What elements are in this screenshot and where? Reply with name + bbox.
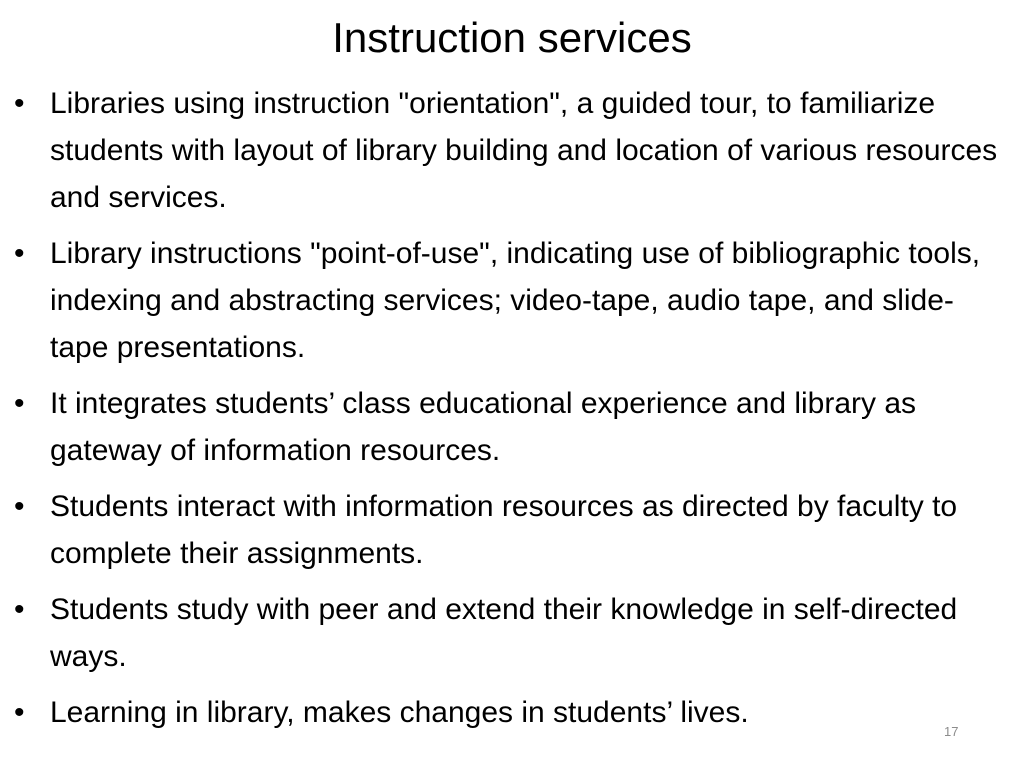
bullet-marker: • [14,696,25,729]
bullet-marker: • [14,490,25,523]
bullet-item [12,483,1012,577]
bullet-item [12,380,1012,474]
bullet-text: It integrates students’ class educational experience and library as gateway of information resources. [50,387,917,467]
bullet-item [12,586,1012,680]
bullet-marker: • [14,237,25,270]
bullet-text: Library instructions "point-of-use", indicating use of bibliographic tools, indexing and abstracting services; video-tape, audio tape, and slide-tape presentations. [50,237,981,364]
bullet-marker: • [14,593,25,626]
bullet-text: Libraries using instruction "orientation", a guided tour, to familiarize students with layout of library building and location of various resources and services. [50,87,998,214]
bullet-item [12,230,1012,371]
bullet-list [12,80,1012,745]
bullet-item [12,80,1012,221]
bullet-text: Learning in library, makes changes in students’ lives. [50,696,749,729]
bullet-item [12,689,1012,736]
bullet-text: Students study with peer and extend their knowledge in self-directed ways. [50,593,958,673]
bullet-text: Students interact with information resources as directed by faculty to complete their assignments. [50,490,958,570]
bullet-marker: • [14,87,25,120]
slide-title: Instruction services [332,14,692,61]
bullet-marker: • [14,387,25,420]
slide-number: 17 [944,724,959,739]
